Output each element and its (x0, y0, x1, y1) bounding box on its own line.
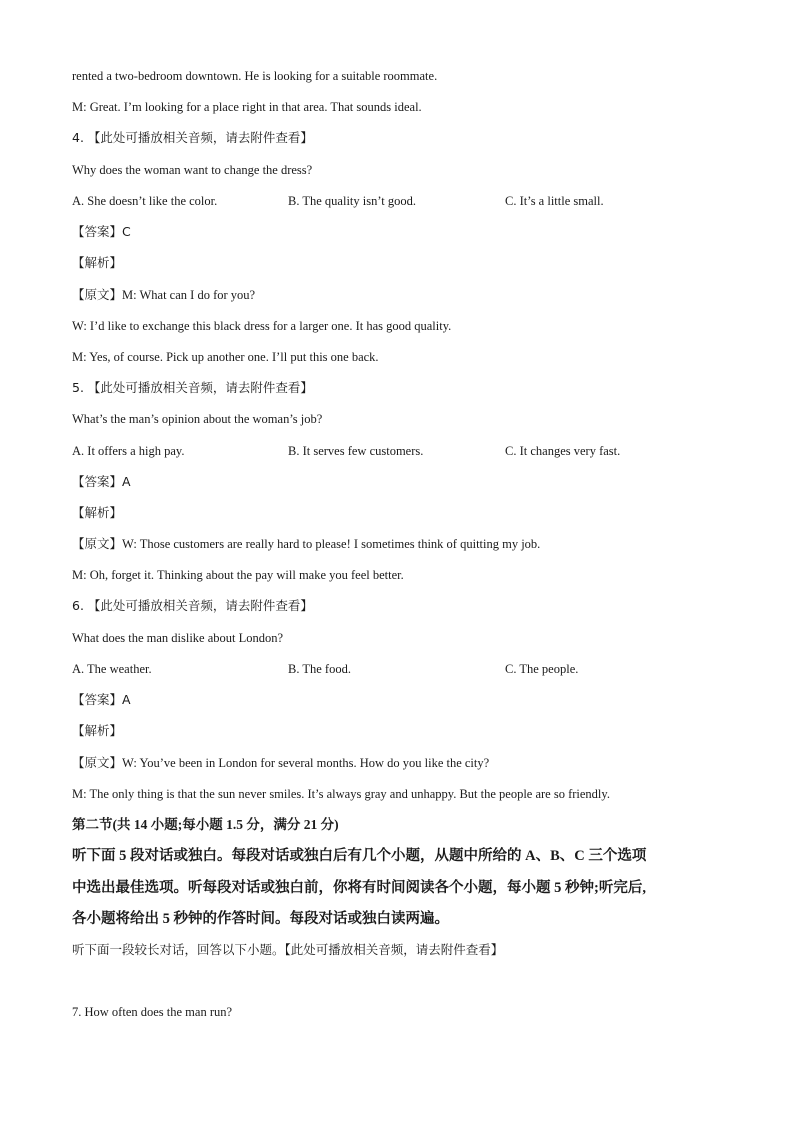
question-6-text: What does the man dislike about London? (72, 631, 284, 645)
question-4-text: Why does the woman want to change the dress? (72, 163, 313, 177)
question-6-transcript-2: M: The only thing is that the sun never smiles. It’s always gray and unhappy. But the people are so friendly. (72, 787, 610, 801)
question-5-option-a: A. It offers a high pay. (72, 444, 185, 458)
question-5-option-b: B. It serves few customers. (288, 444, 424, 458)
question-6-answer: 【答案】A (72, 692, 131, 707)
question-4-heading: 4. 【此处可播放相关音频，请去附件查看】 (72, 130, 313, 145)
question-7-text: 7. How often does the man run? (72, 1005, 233, 1019)
question-5-answer: 【答案】A (72, 474, 131, 489)
section-2-instructions-3: 各小题将给出 5 秒钟的作答时间。每段对话或独白读两遍。 (72, 911, 449, 927)
question-5-heading: 5. 【此处可播放相关音频，请去附件查看】 (72, 380, 313, 395)
question-4-option-a: A. She doesn’t like the color. (72, 194, 218, 208)
question-5-analysis: 【解析】 (72, 505, 123, 520)
question-5-transcript-2: M: Oh, forget it. Thinking about the pay will make you feel better. (72, 568, 404, 582)
question-5-text: What’s the man’s opinion about the woman’s job? (72, 412, 323, 426)
section-2-title: 第二节(共 14 小题;每小题 1.5 分，满分 21 分) (72, 817, 339, 832)
transcript-line: rented a two-bedroom downtown. He is looking for a suitable roommate. (72, 69, 438, 83)
section-2-note: 听下面一段较长对话，回答以下小题。【此处可播放相关音频，请去附件查看】 (72, 942, 504, 957)
section-2-instructions-2: 中选出最佳选项。听每段对话或独白前，你将有时间阅读各个小题，每小题 5 秒钟;听完后, (72, 880, 646, 896)
question-6-analysis: 【解析】 (72, 723, 123, 738)
question-6-option-a: A. The weather. (72, 662, 152, 676)
question-4-transcript-2: W: I’d like to exchange this black dress for a larger one. It has good quality. (72, 319, 452, 333)
question-4-transcript-1: 【原文】M: What can I do for you? (72, 288, 256, 302)
question-4-answer: 【答案】C (72, 224, 131, 239)
question-4-analysis: 【解析】 (72, 255, 123, 270)
question-4-option-c: C. It’s a little small. (505, 194, 604, 208)
question-5-transcript-1: 【原文】W: Those customers are really hard to please! I sometimes think of quitting my job. (72, 537, 541, 551)
question-5-option-c: C. It changes very fast. (505, 444, 621, 458)
question-6-heading: 6. 【此处可播放相关音频，请去附件查看】 (72, 598, 313, 613)
question-4-transcript-3: M: Yes, of course. Pick up another one. I’ll put this one back. (72, 350, 379, 364)
question-4-option-b: B. The quality isn’t good. (288, 194, 417, 208)
transcript-line: M: Great. I’m looking for a place right in that area. That sounds ideal. (72, 100, 422, 114)
question-6-transcript-1: 【原文】W: You’ve been in London for several months. How do you like the city? (72, 756, 490, 770)
section-2-instructions-1: 听下面 5 段对话或独白。每段对话或独白后有几个小题，从题中所给的 A、B、C 三个选项 (72, 848, 647, 864)
question-6-option-c: C. The people. (505, 662, 579, 676)
question-6-option-b: B. The food. (288, 662, 351, 676)
